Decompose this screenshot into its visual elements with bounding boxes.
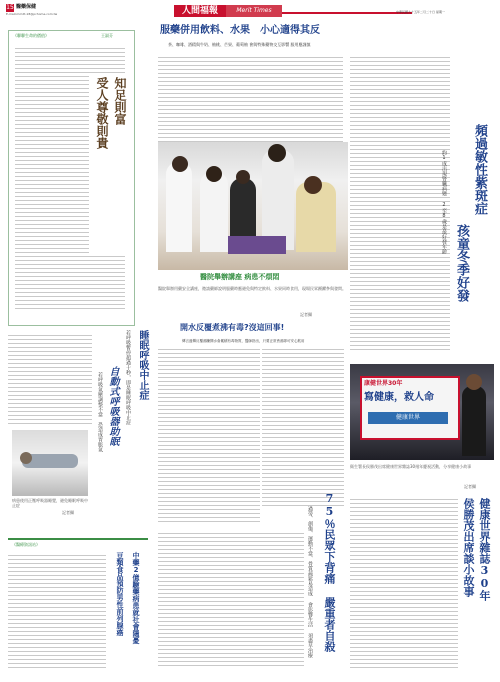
section-email: E-mail:mmdt-18@pchome.com.tw: [6, 12, 58, 16]
purpura-deck: 約1成出現腎臟病變 2至8歲是最好發年齡: [441, 150, 447, 254]
person-2-head: [206, 166, 222, 182]
event-banner-sub: 康健世界30年: [364, 380, 403, 387]
back-pain-headline: 75％民眾下背痛 嚴重者自殺: [323, 492, 336, 652]
person-4: [262, 150, 294, 250]
column-rule: [8, 538, 148, 540]
bottom-heading-2: 豆類食品預防男性前列腺癌: [116, 552, 124, 636]
issue-date: 中華民國九十五年二月二十日 星期一: [396, 10, 445, 14]
column-author: 王淑芬: [101, 33, 113, 38]
purpura-article-body: [350, 54, 450, 354]
photo-caption-headline: 醫院舉辦講座 病患不煩悶: [200, 273, 280, 281]
masthead-logo: 人間福報: [174, 5, 226, 17]
section-name: 醫藥保健: [16, 4, 37, 10]
person-3-head: [236, 170, 250, 184]
right-column: [348, 20, 496, 675]
article-side-deck: 若呼吸氣壓調整不當 恐造成胃脹氣: [97, 372, 103, 452]
event-banner: [360, 376, 460, 440]
life-value-column: [8, 30, 135, 326]
article-title: 睡眠呼吸中止症: [137, 330, 148, 400]
main-headline: 服藥併用飲料、水果 小心適得其反: [160, 25, 320, 36]
masthead-rule: [282, 12, 412, 14]
main-article-body: [158, 54, 343, 144]
main-subheadline: 茶、咖啡、酒精與牛奶、柚桃、芒果、葡萄柚 會與特殊藥物交互影響 服用應謹慎: [168, 42, 311, 47]
purpura-headline-1: 頻過敏性紫斑症: [472, 124, 487, 215]
article-subtitle: 若呼吸暫停超過十秒，即是睡眠呼吸中止症: [125, 330, 131, 425]
photo-caption-body: 醫院舉辦用藥安全講座，邀請藥師說明服藥時應避免與特定飲料、水果同時食用，現場民眾踴躍參與發問。: [158, 286, 346, 291]
person-1-head: [172, 156, 188, 172]
event-banner-title: 寫健康，救人命: [364, 392, 434, 403]
health-world-headline-2: 侯勝茂出席談小故事: [462, 498, 475, 597]
medical-info-column: [8, 538, 148, 676]
patient-photo: [12, 430, 88, 496]
event-photo-credit: 記者攝: [464, 484, 476, 489]
back-pain-body: [158, 530, 304, 670]
health-world-body: [350, 496, 458, 672]
photo-credit: 記者攝: [62, 510, 74, 515]
event-photo-caption: 衛生署長侯勝茂出席健康世界雜誌30週年慶祝活動，分享健康小故事: [350, 464, 472, 469]
speaker-head: [466, 374, 482, 390]
photo-caption: 病患使用正壓呼吸器睡覺，避免睡眠呼吸中止症: [12, 498, 88, 508]
health-world-headline-1: 健康世界雜誌30年: [478, 498, 491, 601]
article-body-text: [8, 332, 92, 426]
masthead-logo-en: Merit Times: [226, 5, 282, 17]
sleep-apnea-article: [8, 330, 148, 530]
sub-article-body: [158, 346, 260, 526]
bottom-heading: 中藥2億驗藥病患就社會隱憂: [132, 552, 140, 644]
person-2: [200, 172, 228, 252]
article-deck: 自動式呼吸器助眠: [107, 366, 118, 446]
column-body-text: [8, 552, 106, 672]
column-title: 《醫療資訊站》: [12, 542, 40, 547]
quote-panel: [89, 73, 131, 253]
person-1: [166, 162, 192, 252]
person-5-head: [304, 176, 322, 194]
back-pain-subheadline: 過勞、創傷、運動不當、骨質疏鬆易造成 會影響生活 須盡早治療: [307, 506, 313, 658]
section-header: [6, 4, 66, 18]
speaker-figure: [462, 386, 486, 456]
event-photo: [350, 364, 494, 460]
person-4-head: [268, 144, 286, 162]
purpura-headline-2: 孩童冬季好發: [454, 224, 469, 302]
page-number-badge: 15: [6, 4, 14, 11]
quote-line-b: 受人尊敬則貴: [95, 77, 109, 149]
column-title: 《聊聊生命的價值》: [13, 33, 49, 38]
product-table: [228, 236, 286, 254]
center-column: [150, 20, 345, 675]
main-photo: [158, 142, 348, 270]
sub-article-deck: 傳言盛傳反覆沸騰開水會累積有毒物質，醫師指出，只要正常煮沸即可安心飲用: [182, 339, 305, 343]
patient-head: [20, 452, 32, 464]
quote-line-a: 知足則富: [113, 77, 127, 125]
photo-caption-credit: 記者攝: [300, 312, 312, 317]
sub-article-body-2: [262, 346, 344, 506]
event-banner-highlight: 健康世界: [368, 412, 448, 424]
sub-article-title: 開水反覆煮沸有毒?沒這回事!: [180, 323, 285, 332]
